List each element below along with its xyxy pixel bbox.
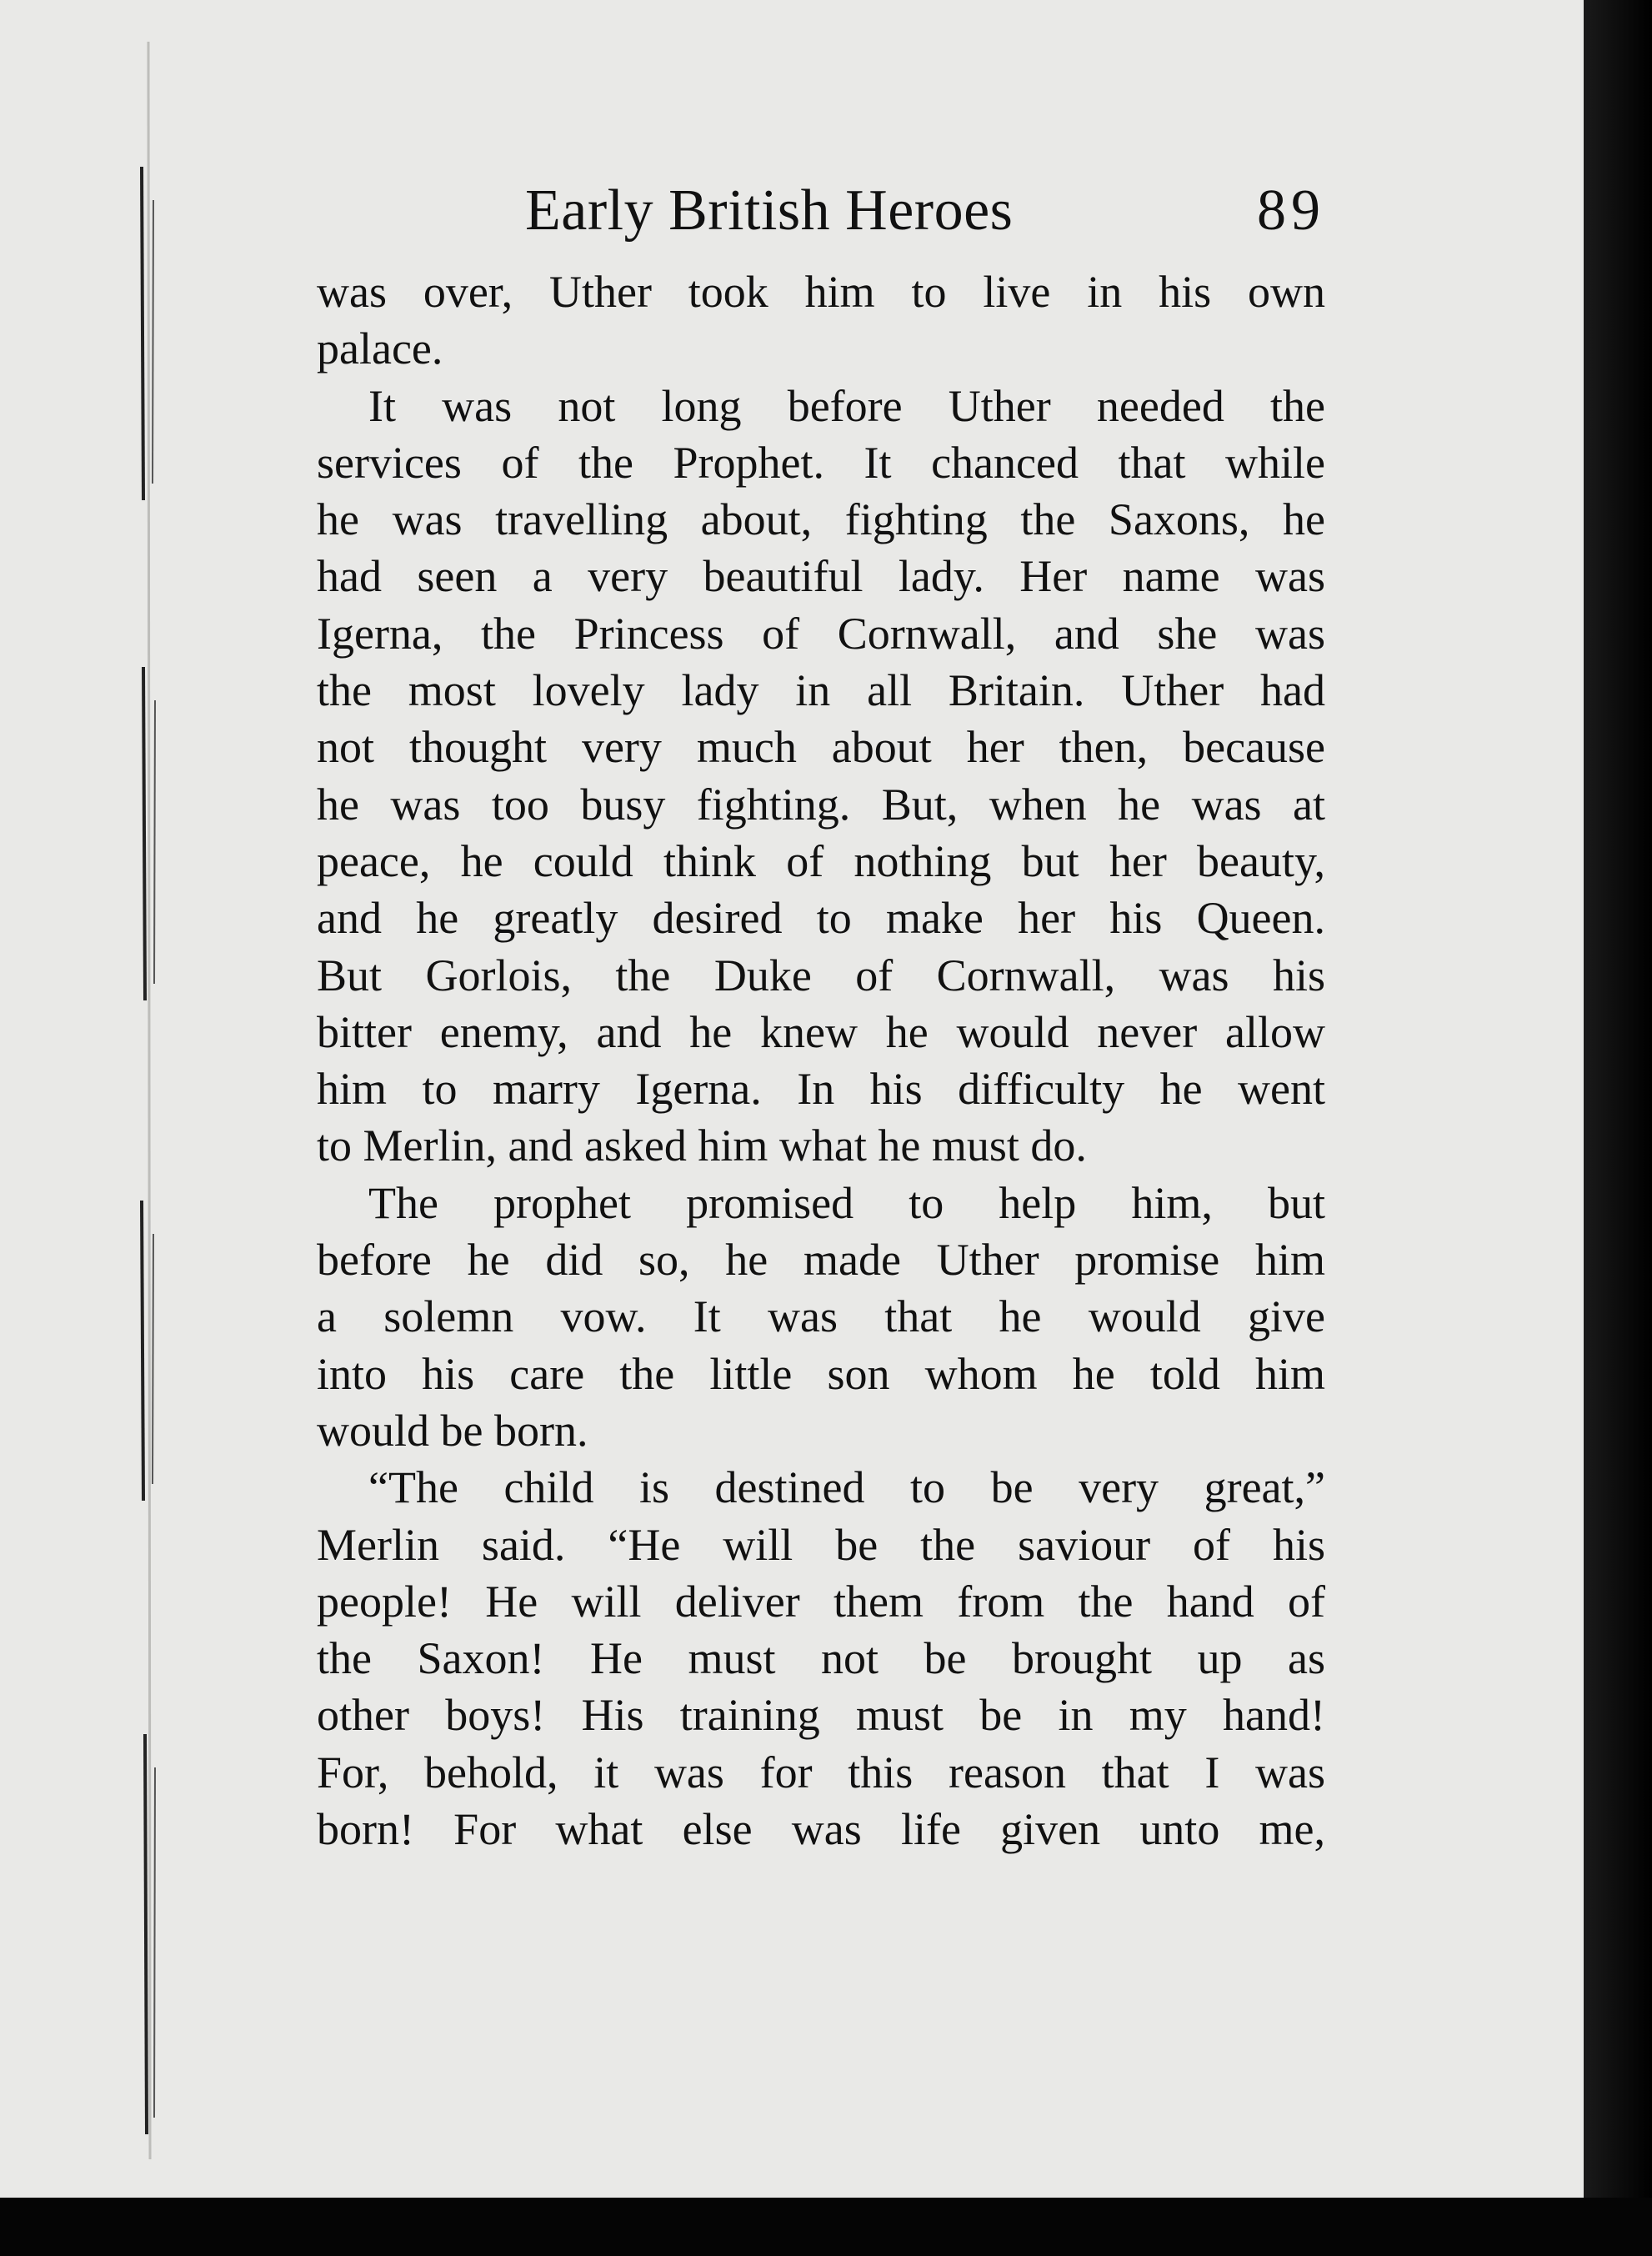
text-line: was over, Uther took him to live in his own [317,267,1325,317]
text-line: other boys! His training must be in my hand! [317,1690,1325,1741]
text-line: into his care the little son whom he told him [317,1348,1325,1399]
text-line: before he did so, he made Uther promise him [317,1235,1325,1286]
text-line: a solemn vow. It was that he would give [317,1291,1325,1342]
page-number: 89 [1257,178,1325,243]
text-line: would be born. [317,1405,588,1456]
scan-edge-right [1584,0,1652,2256]
text-line: “The child is destined to be very great,” [368,1462,1325,1513]
text-line: and he greatly desired to make her his Queen. [317,893,1325,944]
text-line: the Saxon! He must not be brought up as [317,1633,1325,1684]
text-line: palace. [317,323,443,374]
text-line: bitter enemy, and he knew he would never allow [317,1006,1325,1057]
text-line: the most lovely lady in all Britain. Uther had [317,665,1325,716]
text-line: to Merlin, and asked him what he must do. [317,1120,1087,1171]
page-header [317,165,1325,257]
binding-stitches-decoration [125,33,175,2168]
paragraph [317,1175,1325,1459]
text-line: But Gorlois, the Duke of Cornwall, was his [317,950,1325,1000]
binding-gutter [125,33,175,2168]
text-line: born! For what else was life given unto me, [317,1804,1325,1855]
text-line: he was travelling about, fighting the Saxons, he [317,494,1325,545]
text-line: services of the Prophet. It chanced that while [317,437,1325,488]
body-text [317,263,1325,1857]
text-line: peace, he could think of nothing but her beauty, [317,835,1325,886]
paragraph [317,378,1325,1175]
text-line: people! He will deliver them from the hand of [317,1576,1325,1627]
scan-edge-bottom [0,2198,1652,2256]
text-line: had seen a very beautiful lady. Her name was [317,551,1325,602]
text-line: Merlin said. “He will be the saviour of his [317,1519,1325,1570]
text-line: Igerna, the Princess of Cornwall, and she was [317,608,1325,659]
running-title: Early British Heroes [525,178,1014,243]
text-line: It was not long before Uther needed the [368,380,1325,431]
text-line: For, behold, it was for this reason that I was [317,1747,1325,1797]
text-line: The prophet promised to help him, but [368,1177,1325,1228]
text-line: he was too busy fighting. But, when he was at [317,779,1325,830]
text-line: not thought very much about her then, because [317,722,1325,773]
paragraph [317,1459,1325,1857]
text-line: him to marry Igerna. In his difficulty he went [317,1064,1325,1115]
paragraph [317,263,1325,378]
